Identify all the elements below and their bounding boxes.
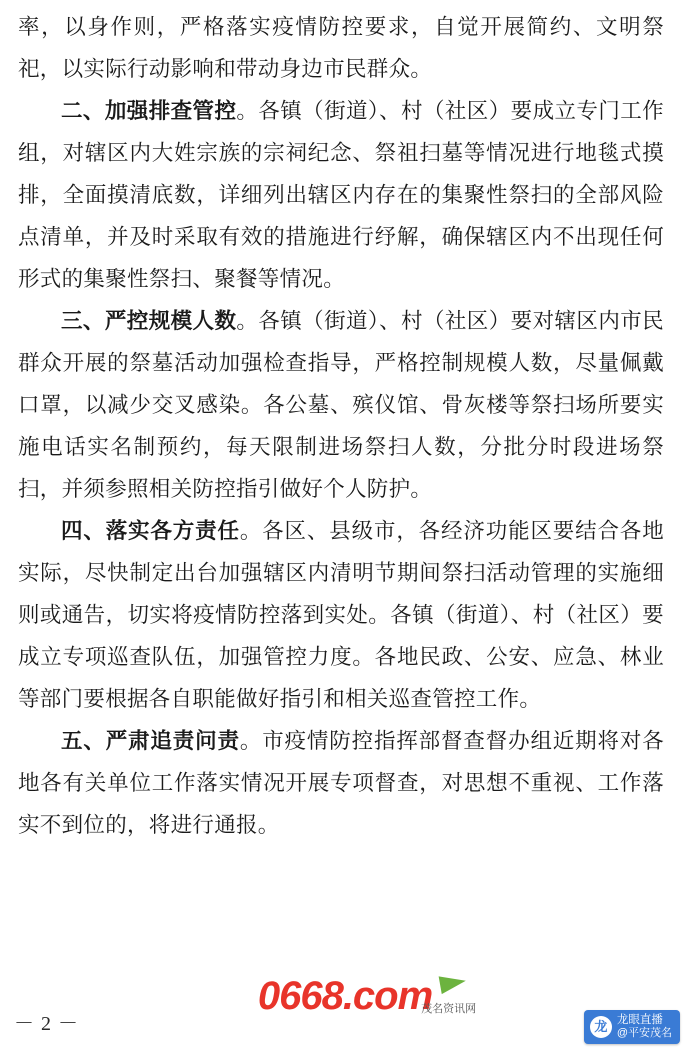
section-heading: 三、严控规模人数 [61,309,237,333]
paragraph-text: 。各镇（街道）、村（社区）要成立专门工作组，对辖区内大姓宗族的宗祠纪念、祭祖扫墓等情况进行地毯式摸排，全面摸清底数，详细列出辖区内存在的集聚性祭扫的全部风险点清单，并及时采取有效的措施进行纾解，确保辖区内不出现任何形式的集聚性祭扫、聚餐等情况。 [18,99,664,291]
channel-badge-text [617,1014,672,1040]
paragraph [18,300,664,510]
paragraph [18,90,664,300]
paragraph-text: 。各区、县级市，各经济功能区要结合各地实际，尽快制定出台加强辖区内清明节期间祭扫活动管理的实施细则或通告，切实将疫情防控落到实处。各镇（街道）、村（社区）要成立专项巡查队伍，加强管控力度。各地民政、公安、应急、林业等部门要根据各自职能做好指引和相关巡查管控工作。 [18,519,665,711]
paragraph [18,510,664,720]
paragraph-text: 。各镇（街道）、村（社区）要对辖区内市民群众开展的祭墓活动加强检查指导，严格控制规模人数，尽量佩戴口罩，以减少交叉感染。各公墓、殡仪馆、骨灰楼等祭扫场所要实施电话实名制预约，每天限制进场祭扫人数，分批分时段进场祭扫，并须参照相关防控指引做好个人防护。 [18,309,664,501]
watermark-main-text [257,974,477,1018]
watermark-text: 0668.com [257,974,433,1018]
section-heading: 四、落实各方责任 [61,519,240,543]
paragraph-text: 。市疫情防控指挥部督查督办组近期将对各地各有关单位工作落实情况开展专项督查，对思想不重视、工作落实不到位的，将进行通报。 [18,729,665,837]
watermark-sub-text: 茂名资讯网 [421,1003,477,1015]
leaf-icon [439,972,468,994]
document-body [18,6,664,846]
paragraph [18,720,664,846]
channel-name: 龙眼直播 [616,1014,663,1027]
channel-badge[interactable] [584,1010,680,1044]
paragraph [18,6,664,90]
section-heading: 二、加强排查管控 [61,99,237,123]
section-heading: 五、严肃追责问责 [61,729,240,753]
channel-handle: @平安茂名 [616,1027,672,1040]
paragraph-text: 率，以身作则，严格落实疫情防控要求，自觉开展简约、文明祭祀，以实际行动影响和带动身边市民群众。 [18,15,664,81]
page-number: － 2 － [14,1013,79,1035]
channel-logo-icon: 龙 [590,1016,612,1038]
